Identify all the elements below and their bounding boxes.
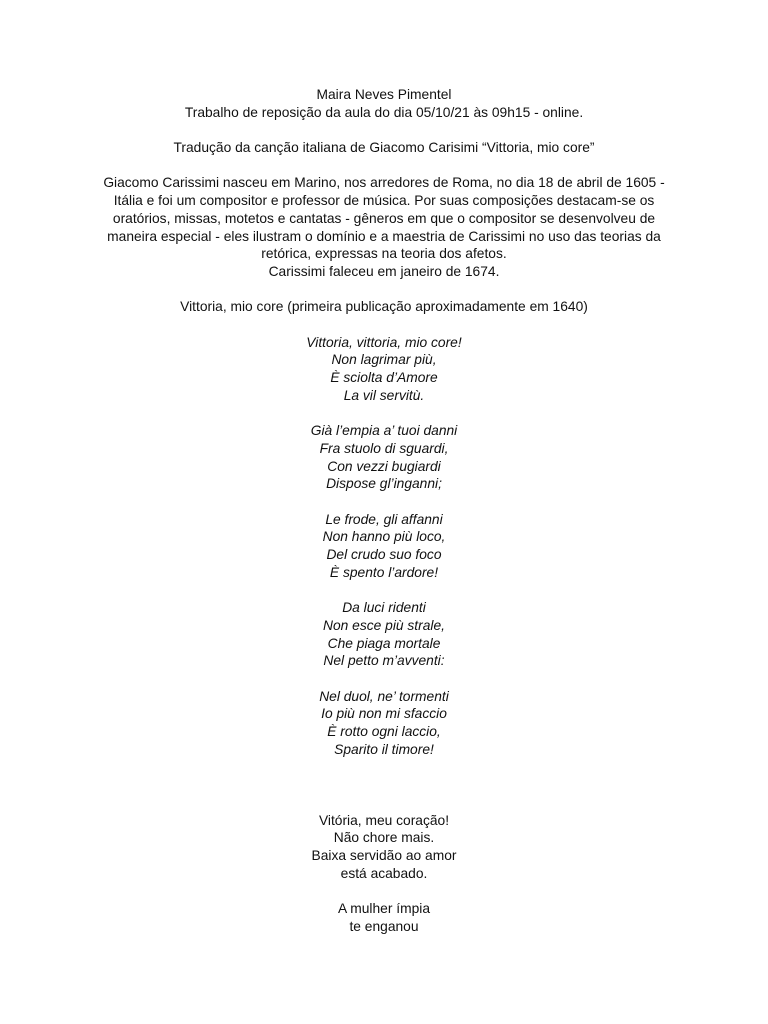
bio-line: oratórios, missas, motetos e cantatas - gêneros em que o compositor se desenvolveu de	[112, 210, 656, 226]
lyric-line: Sparito il timore!	[334, 741, 434, 757]
lyric-line: Le frode, gli affanni	[325, 511, 443, 527]
lyric-line: Io più non mi sfaccio	[321, 706, 447, 722]
bio-line: Itália e foi um compositor e professor de música. Por suas composições destacam-se os	[113, 193, 655, 209]
lyric-line: È rotto ogni laccio,	[327, 724, 441, 740]
portuguese-stanza	[84, 812, 684, 883]
lyric-line: Baixa servidão ao amor	[311, 848, 457, 863]
lyric-line: Fra stuolo di sguardi,	[319, 440, 449, 456]
assignment-subtitle: Trabalho de reposição da aula do dia 05/10/21 às 09h15 - online.	[184, 104, 584, 120]
lyric-line: Da luci ridenti	[342, 600, 426, 616]
lyric-line: Nel petto m’avventi:	[323, 653, 445, 669]
lyric-line: Nel duol, ne’ tormenti	[319, 688, 449, 704]
italian-stanza	[84, 422, 684, 493]
lyric-line: Del crudo suo foco	[326, 547, 442, 563]
lyric-line: È spento l’ardore!	[329, 564, 439, 580]
lyric-line: Non hanno più loco,	[322, 529, 446, 545]
italian-stanza	[84, 599, 684, 670]
biography-paragraph	[84, 174, 684, 280]
song-title: Vittoria, mio core (primeira publicação aproximadamente em 1640)	[180, 299, 588, 315]
portuguese-stanza	[84, 900, 684, 935]
italian-stanza	[84, 334, 684, 405]
bio-line: Giacomo Carissimi nasceu em Marino, nos arredores de Roma, no dia 18 de abril de 1605 -	[103, 175, 665, 191]
lyric-line: Dispose gl’inganni;	[326, 476, 442, 492]
bio-line: maneira especial - eles ilustram o domínio e a maestria de Carissimi no uso das teorias da	[107, 228, 661, 244]
bio-line: Carissimi faleceu em janeiro de 1674.	[268, 264, 500, 279]
lyric-line: Vittoria, vittoria, mio core!	[306, 334, 462, 350]
lyric-line: te enganou	[349, 918, 419, 934]
lyric-line: È sciolta d’Amore	[330, 370, 438, 386]
document-body	[84, 86, 684, 936]
lyric-line: está acabado.	[340, 865, 428, 881]
bio-line: retórica, expressas na teoria dos afetos.	[261, 246, 507, 262]
lyric-line: La vil servitù.	[343, 387, 425, 403]
lyric-line: Già l’empia a’ tuoi danni	[310, 423, 458, 439]
lyric-line: Con vezzi bugiardi	[327, 458, 441, 474]
lyric-line: Che piaga mortale	[327, 635, 441, 651]
lyric-line: Não chore mais.	[333, 830, 435, 846]
italian-stanza	[84, 511, 684, 582]
author-name: Maira Neves Pimentel	[316, 87, 452, 102]
translation-heading: Tradução da canção italiana de Giacomo Carisimi “Vittoria, mio core”	[173, 140, 595, 156]
lyric-line: Vitória, meu coração!	[318, 812, 450, 828]
lyric-line: Non esce più strale,	[323, 617, 445, 633]
italian-stanza	[84, 688, 684, 759]
lyric-line: Non lagrimar più,	[331, 352, 437, 368]
lyric-line: A mulher ímpia	[337, 901, 431, 917]
